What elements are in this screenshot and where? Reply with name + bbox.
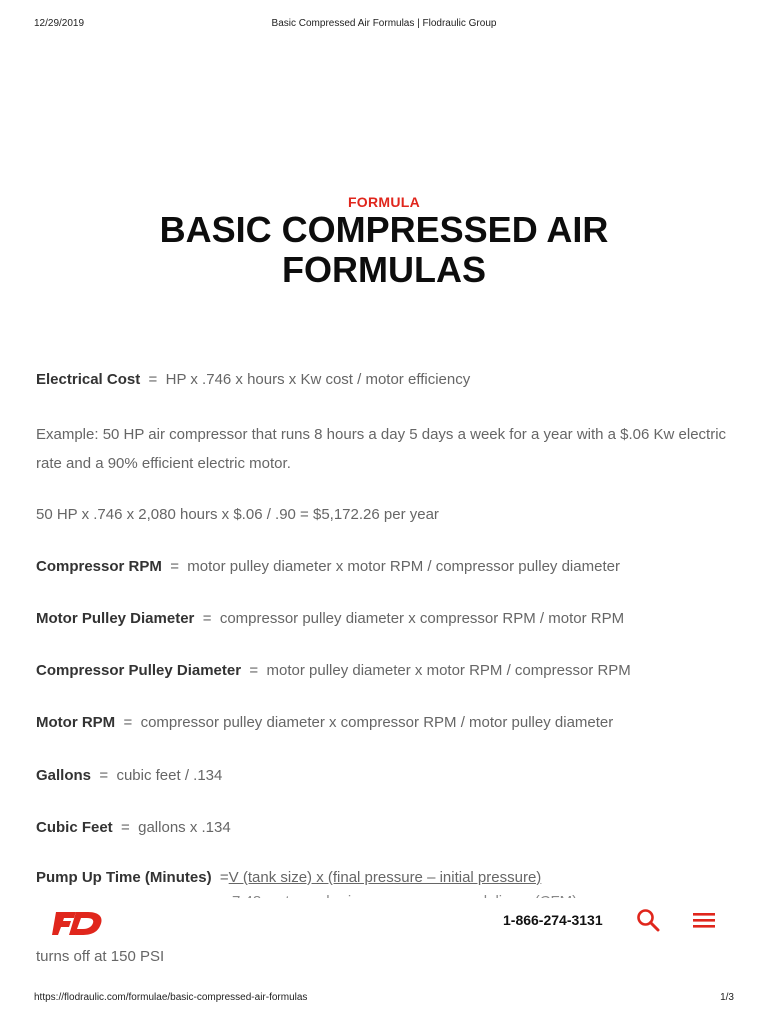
formula-expression: motor pulley diameter x motor RPM / compressor RPM bbox=[266, 662, 631, 679]
formula-label: Compressor RPM bbox=[36, 558, 162, 575]
category-label: FORMULA bbox=[347, 194, 421, 210]
formula-label: Pump Up Time (Minutes) bbox=[36, 869, 212, 886]
page-title-line-1: BASIC COMPRESSED AIR bbox=[159, 209, 609, 250]
formula-label: Motor Pulley Diameter bbox=[36, 610, 195, 627]
print-url: https://flodraulic.com/formulae/basic-compressed-air-formulas bbox=[34, 992, 308, 1003]
page-title bbox=[0, 210, 768, 290]
formula-label: Electrical Cost bbox=[36, 371, 141, 388]
example-paragraph: Example: 50 HP air compressor that runs 8 hours a day 5 days a week for a year with a $.06 Kw electric rate and a 90% efficient electric motor. bbox=[36, 426, 727, 472]
sticky-nav-bar bbox=[0, 898, 768, 944]
formula-label: Cubic Feet bbox=[36, 819, 113, 836]
formula-label: Compressor Pulley Diameter bbox=[36, 662, 242, 679]
compressor-pulley-diameter-formula: Compressor Pulley Diameter = motor pulley diameter x motor RPM / compressor RPM bbox=[36, 662, 631, 679]
page-number: 1/3 bbox=[720, 992, 734, 1003]
gallons-formula: Gallons = cubic feet / .134 bbox=[36, 767, 223, 784]
page-title-line-2: FORMULAS bbox=[282, 249, 486, 290]
print-title: Basic Compressed Air Formulas | Flodraulic Group bbox=[271, 18, 497, 29]
formula-equals: = bbox=[219, 869, 229, 886]
formula-label: Gallons bbox=[36, 767, 92, 784]
cubic-feet-formula: Cubic Feet = gallons x .134 bbox=[36, 819, 231, 836]
formula-expression: compressor pulley diameter x compressor RPM / motor RPM bbox=[219, 610, 625, 627]
calculation-line: 50 HP x .746 x 2,080 hours x $.06 / .90 = $5,172.26 per year bbox=[36, 506, 439, 523]
hamburger-menu-icon[interactable] bbox=[692, 910, 716, 930]
formula-expression: compressor pulley diameter x compressor RPM / motor pulley diameter bbox=[140, 714, 614, 731]
motor-rpm-formula: Motor RPM = compressor pulley diameter x compressor RPM / motor pulley diameter bbox=[36, 714, 614, 731]
search-icon[interactable] bbox=[636, 908, 660, 932]
trailing-text: turns off at 150 PSI bbox=[36, 948, 165, 965]
print-header bbox=[34, 18, 734, 32]
formula-label: Motor RPM bbox=[36, 714, 116, 731]
pump-up-time-formula bbox=[36, 869, 541, 886]
flodraulic-logo-icon[interactable] bbox=[50, 908, 104, 936]
electrical-cost-formula: Electrical Cost = HP x .746 x hours x Kw cost / motor efficiency bbox=[36, 371, 471, 388]
motor-pulley-diameter-formula: Motor Pulley Diameter = compressor pulley diameter x compressor RPM / motor RPM bbox=[36, 610, 625, 627]
phone-number-link[interactable]: 1-866-274-3131 bbox=[503, 912, 603, 928]
print-date: 12/29/2019 bbox=[34, 18, 85, 29]
formula-expression: motor pulley diameter x motor RPM / compressor pulley diameter bbox=[187, 558, 620, 575]
formula-expression: gallons x .134 bbox=[138, 819, 231, 836]
formula-numerator: V (tank size) x (final pressure – initial pressure) bbox=[228, 869, 542, 886]
compressor-rpm-formula: Compressor RPM = motor pulley diameter x motor RPM / compressor pulley diameter bbox=[36, 558, 620, 575]
formula-expression: cubic feet / .134 bbox=[116, 767, 223, 784]
formula-expression: HP x .746 x hours x Kw cost / motor efficiency bbox=[165, 371, 471, 388]
